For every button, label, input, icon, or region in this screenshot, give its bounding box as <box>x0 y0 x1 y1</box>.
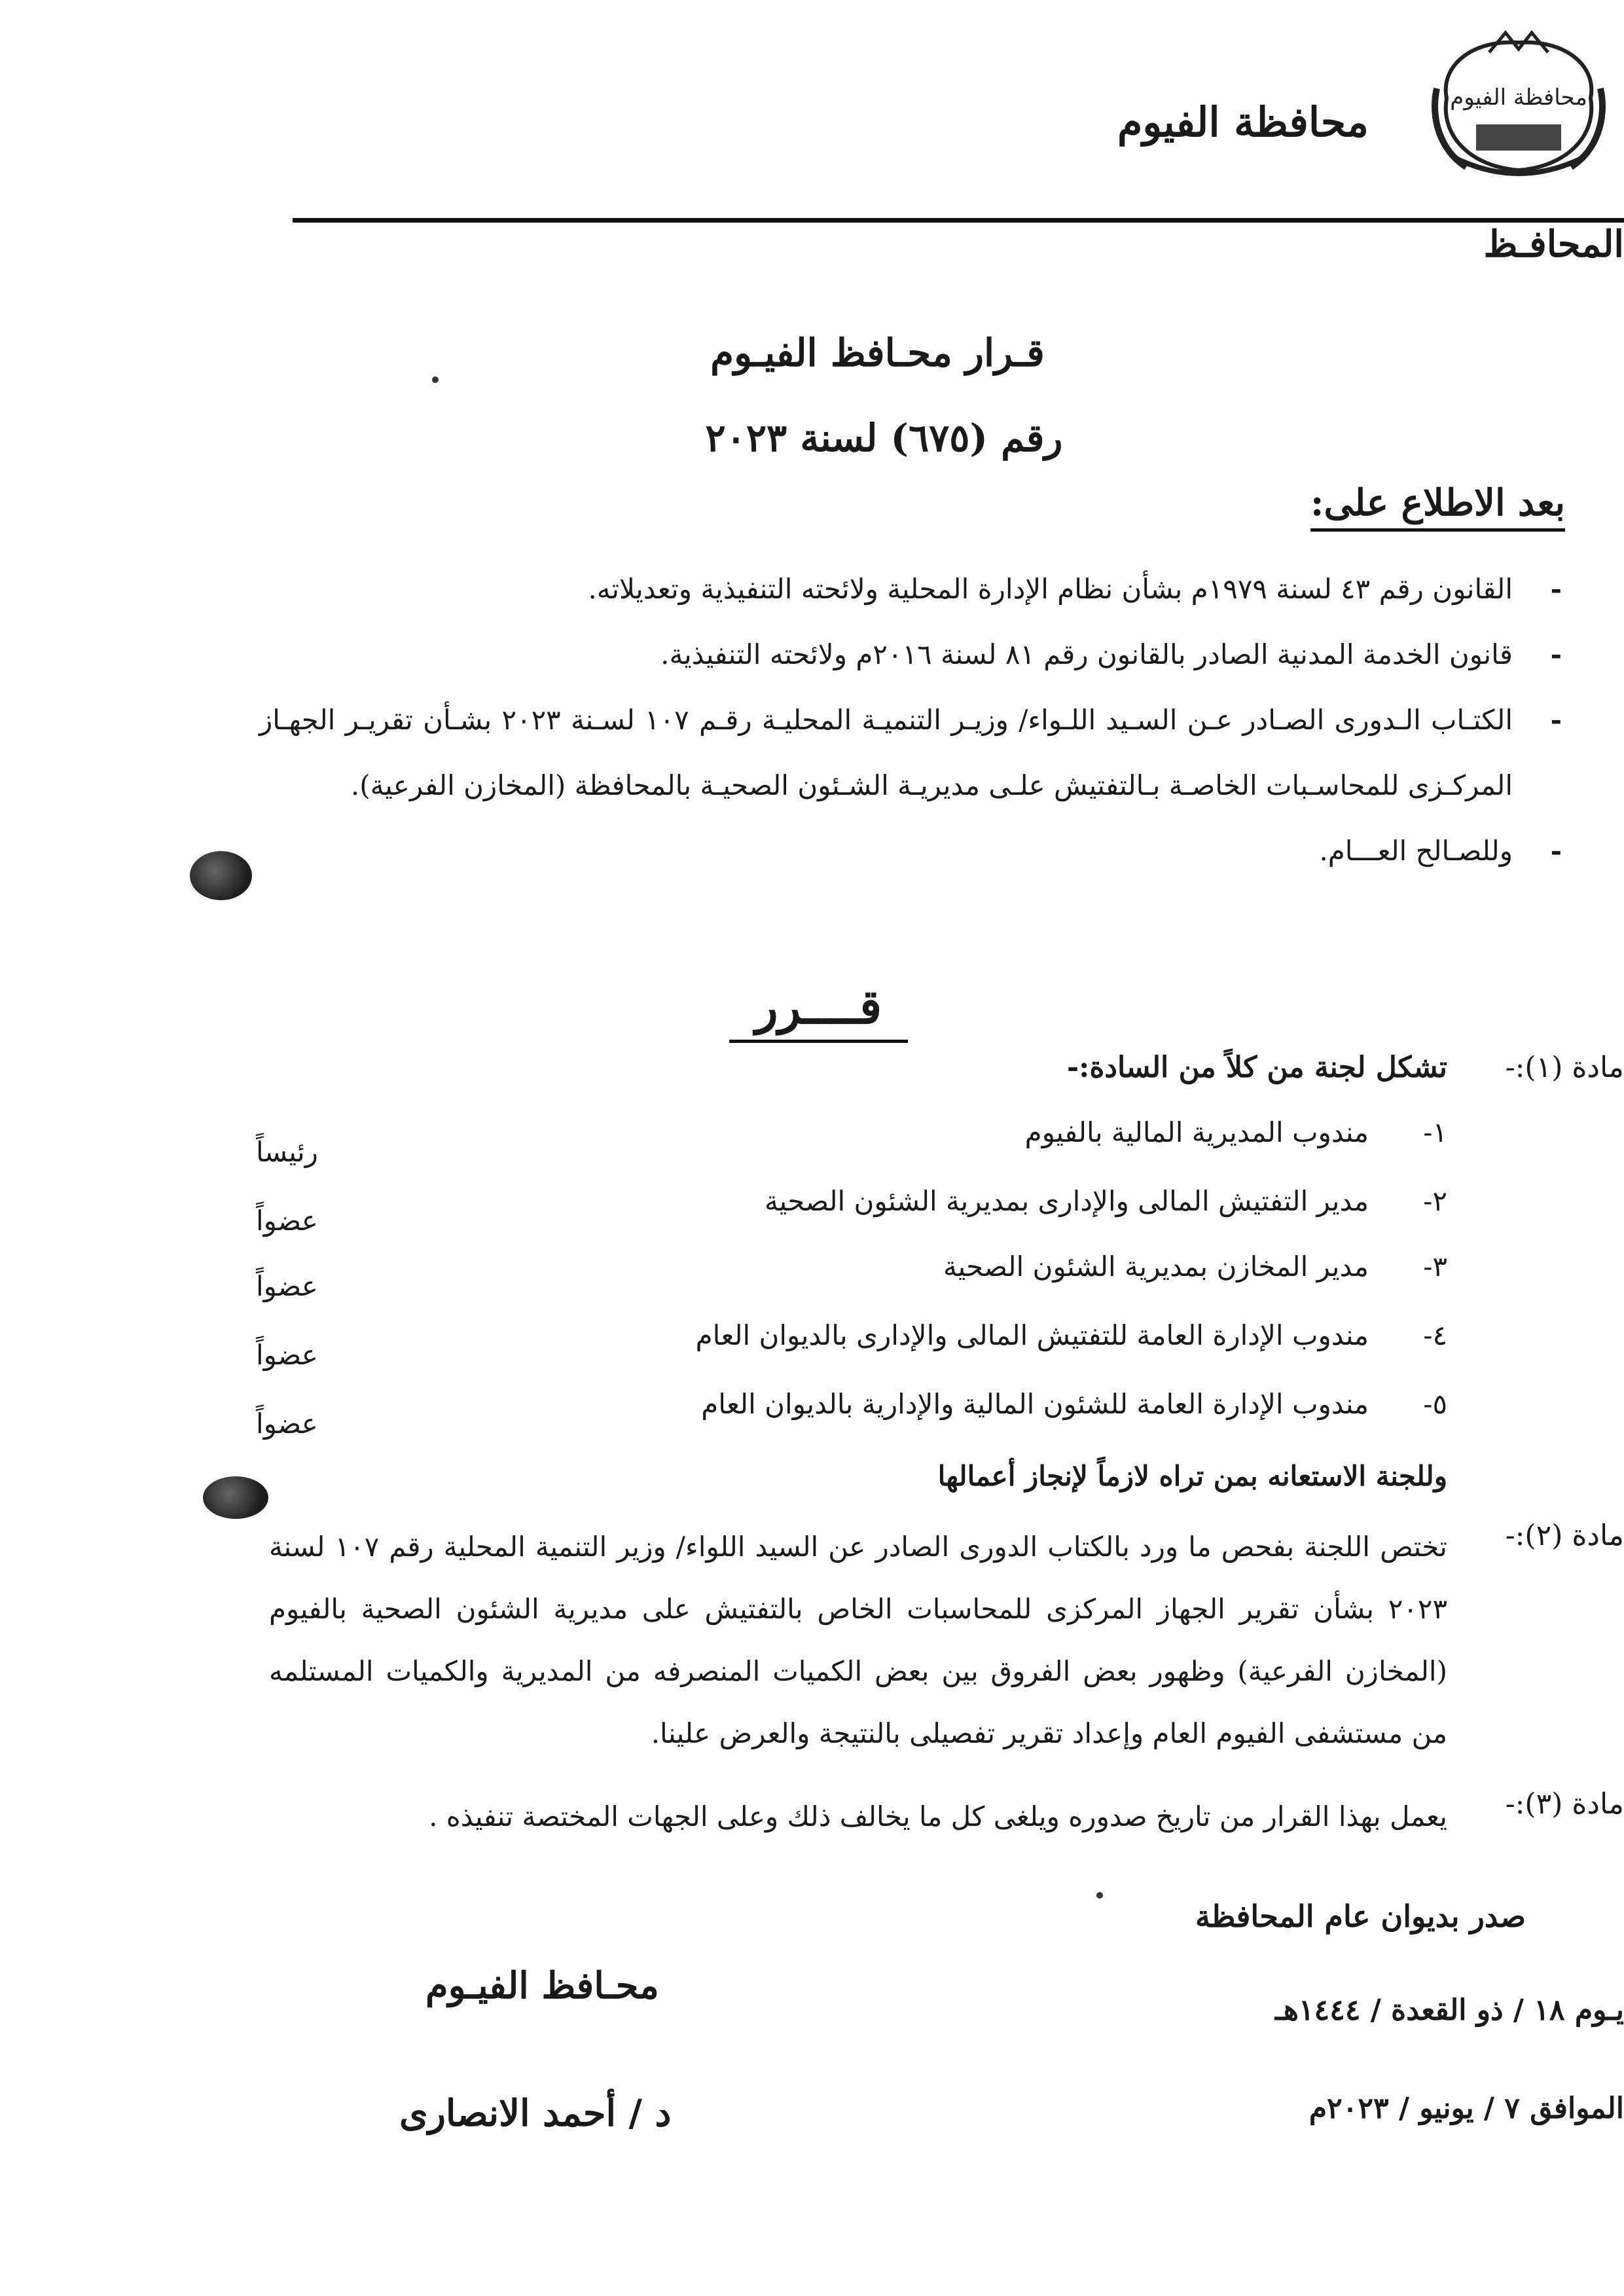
signatory-name: د / أحمد الانصارى <box>399 2092 672 2135</box>
governorate-name: محافظة الفيوم <box>1117 98 1369 146</box>
committee-help-clause: وللجنة الاستعانه بمن تراه لازماً لإنجاز أعمالها <box>937 1460 1447 1492</box>
signatory-title: محـافظ الفيـوم <box>425 1964 659 2007</box>
date-gregorian: الموافق ٧ / يونيو / ٢٠٢٣م <box>1308 2092 1624 2125</box>
scan-speck <box>1096 1892 1103 1899</box>
preamble-item: - وللصـالح العـــام. <box>1319 835 1562 867</box>
preamble-item: - الكتـاب الـدورى الصـادر عـن السـيد اللـواء/ وزيـر التنميـة المحليـة رقـم ١٠٧ لسـنة ٢٠٢٣ بشـأن تقريـر الجهـاز المركـزى للمحاسـبات الخاصـة بـالتفتيش علـى مديريـة الشـئون الصحيـة بالمحافظة (المخازن الفرعية). <box>259 704 1562 801</box>
article-3-label: مادة (٣):- <box>1505 1787 1624 1821</box>
scan-speck <box>432 376 439 383</box>
preamble-item: - قانون الخدمة المدنية الصادر بالقانون رقم ٨١ لسنة ٢٠١٦م ولائحته التنفيذية. <box>660 638 1562 670</box>
committee-member: ٥- مندوب الإدارة العامة للشئون المالية والإدارية بالديوان العام عضواً <box>256 1388 1447 1440</box>
decree-number: رقم (٦٧٥) لسنة ٢٠٢٣ <box>705 416 1063 460</box>
decree-title: قـرار محـافظ الفيـوم <box>710 331 1045 375</box>
committee-member: ١- مندوب المديرية المالية بالفيوم رئيساً <box>256 1116 1447 1168</box>
committee-member: ٤- مندوب الإدارة العامة للتفتيش المالى والإدارى بالديوان العام عضواً <box>256 1319 1447 1371</box>
article-2-label: مادة (٢):- <box>1505 1519 1624 1552</box>
office-name: المحافـظ <box>1483 223 1624 266</box>
issued-at: صدر بديوان عام المحافظة <box>1195 1899 1526 1934</box>
punch-hole <box>190 851 252 900</box>
article-1-intro: تشكل لجنة من كلاً من السادة:- <box>1066 1051 1447 1084</box>
header-divider <box>293 218 1624 223</box>
seal-text: محافظة الفيوم <box>1450 84 1587 111</box>
article-3-text: يعمل بهذا القرار من تاريخ صدوره ويلغى كل ما يخالف ذلك وعلى الجهات المختصة تنفيذه . <box>429 1800 1447 1832</box>
punch-hole <box>203 1476 268 1519</box>
decree-heading: قــــرر <box>0 979 1624 1034</box>
article-2-text: تختص اللجنة بفحص ما ورد بالكتاب الدورى الصادر عن السيد اللواء/ وزير التنمية المحلية رقم ١٠٧ لسنة ٢٠٢٣ بشأن تقرير الجهاز المركزى للمحاسبات الخاص بالتفتيش على مديرية الشئون الصحية بالفيوم (المخازن الفرعية) وظهور بعض الفروق بين بعض الكميات المنصرفه من المديرية والكميات المستلمه من مستشفى الفيوم العام وإعداد تقرير تفصيلى بالنتيجة والعرض علينا. <box>269 1531 1447 1749</box>
date-hijri: يـوم ١٨ / ذو القعدة / ١٤٤٤هـ <box>1274 1994 1624 2027</box>
committee-member: ٣- مدير المخازن بمديرية الشئون الصحية عضواً <box>256 1250 1447 1302</box>
governorate-seal <box>1427 26 1610 190</box>
preamble-item: - القانون رقم ٤٣ لسنة ١٩٧٩م بشأن نظام الإدارة المحلية ولائحته التنفيذية وتعديلاته. <box>588 573 1562 605</box>
committee-member: ٢- مدير التفتيش المالى والإدارى بمديرية الشئون الصحية عضواً <box>256 1185 1447 1237</box>
preamble-heading: بعد الاطلاع على: <box>1310 481 1565 532</box>
preamble-list <box>259 556 1562 884</box>
article-1-label: مادة (١):- <box>1505 1051 1624 1084</box>
